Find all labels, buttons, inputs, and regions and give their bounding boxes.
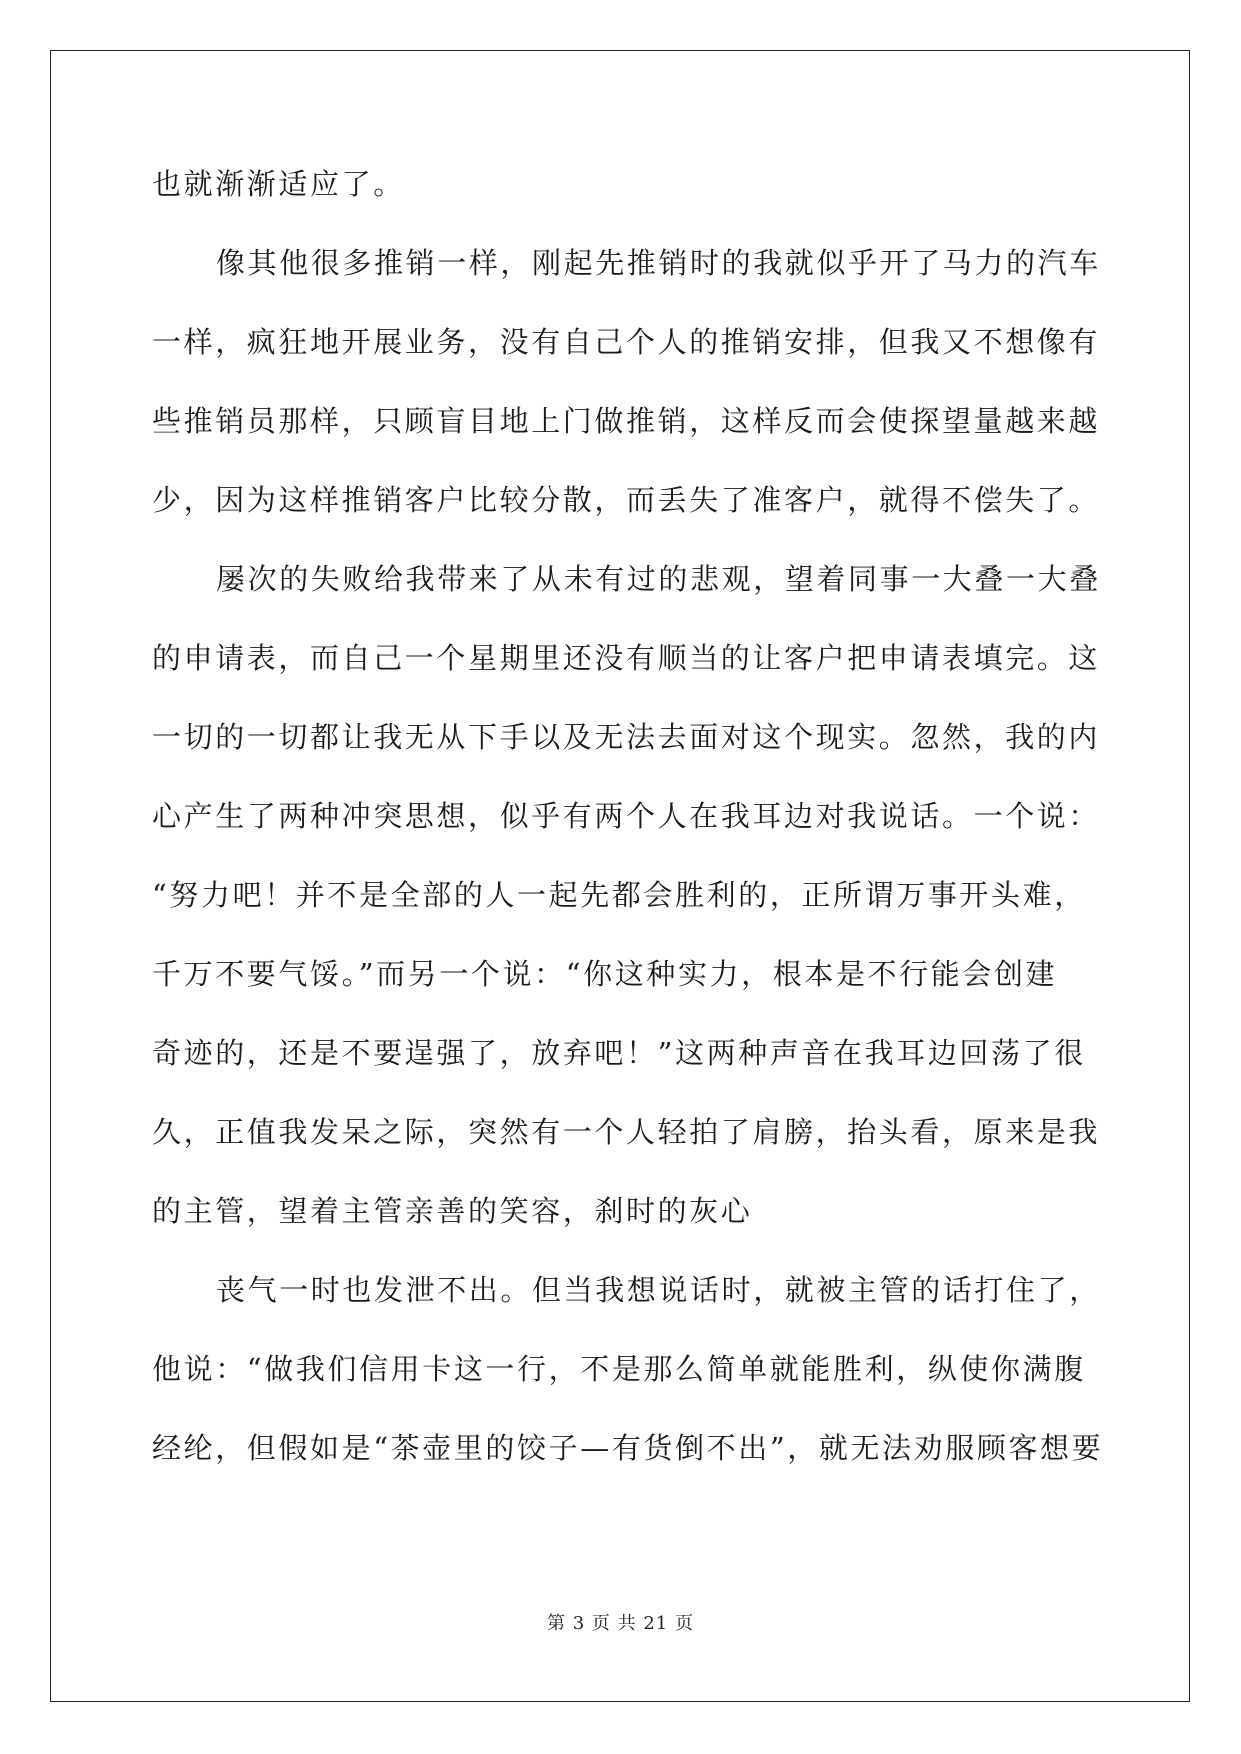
text-line-16: 他说：“做我们信用卡这一行，不是那么简单就能胜利，纵使你满腹 — [152, 1352, 1086, 1386]
text-line-13: 久，正值我发呆之际，突然有一个人轻拍了肩膀，抬头看，原来是我 — [152, 1115, 1101, 1149]
text-line-9: 心产生了两种冲突思想，似乎有两个人在我耳边对我说话。一个说： — [152, 799, 1101, 833]
text-line-17: 经纶，但假如是“茶壶里的饺子—有货倒不出”，就无法劝服顾客想要 — [152, 1431, 1104, 1465]
text-line-5: 少，因为这样推销客户比较分散，而丢失了准客户，就得不偿失了。 — [152, 483, 1101, 517]
document-body — [152, 164, 1104, 1507]
text-line-12: 奇迹的，还是不要逞强了，放弃吧！”这两种声音在我耳边回荡了很 — [152, 1036, 1086, 1070]
text-line-2: 像其他很多推销一样，刚起先推销时的我就似乎开了马力的汽车 — [216, 246, 1101, 280]
text-line-7: 的申请表，而自己一个星期里还没有顺当的让客户把申请表填完。这 — [152, 641, 1101, 675]
text-line-11: 千万不要气馁。”而另一个说：“你这种实力，根本是不行能会创建 — [152, 957, 1058, 991]
text-line-1: 也就渐渐适应了。 — [152, 167, 405, 201]
text-line-10: “努力吧！并不是全部的人一起先都会胜利的，正所谓万事开头难， — [152, 878, 1086, 912]
page-number-footer: 第 3 页 共 21 页 — [547, 1613, 694, 1634]
text-line-3: 一样，疯狂地开展业务，没有自己个人的推销安排，但我又不想像有 — [152, 325, 1101, 359]
text-line-6: 屡次的失败给我带来了从未有过的悲观，望着同事一大叠一大叠 — [216, 562, 1101, 596]
text-line-4: 些推销员那样，只顾盲目地上门做推销，这样反而会使探望量越来越 — [152, 404, 1101, 438]
text-line-8: 一切的一切都让我无从下手以及无法去面对这个现实。忽然，我的内 — [152, 720, 1101, 754]
text-line-15: 丧气一时也发泄不出。但当我想说话时，就被主管的话打住了， — [216, 1273, 1101, 1307]
text-line-14: 的主管，望着主管亲善的笑容，刹时的灰心 — [152, 1194, 753, 1228]
